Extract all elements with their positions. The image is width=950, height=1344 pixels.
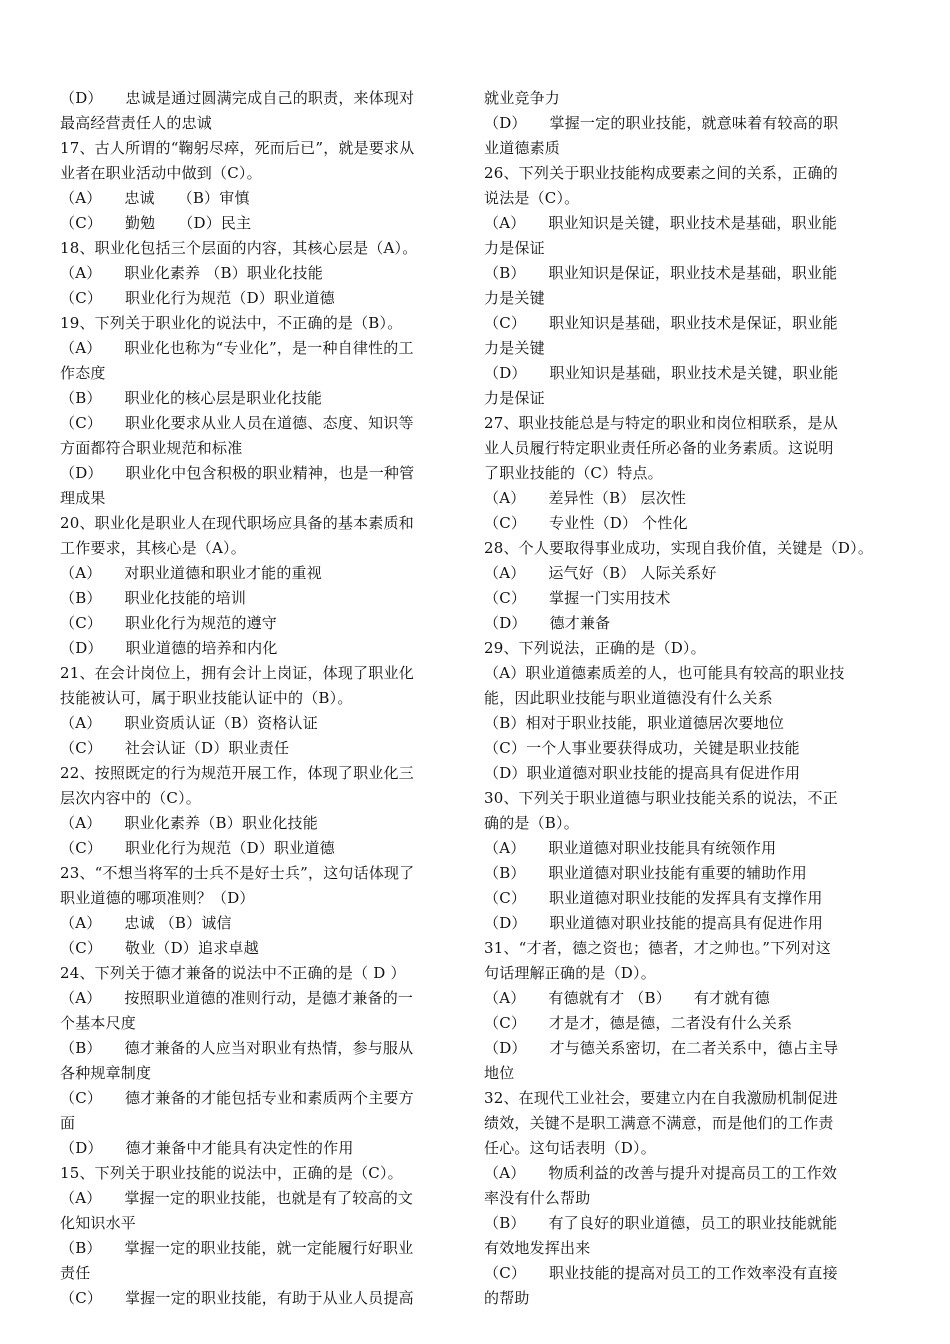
text-line: 27、职业技能总是与特定的职业和岗位相联系，是从: [484, 414, 838, 432]
text-line: 32、在现代工业社会，要建立内在自我激励机制促进: [484, 1089, 838, 1107]
text-line: （D） 职业化中包含积极的职业精神，也是一种管: [60, 464, 415, 482]
text-line: 任心。这句话表明（D）。: [484, 1139, 656, 1157]
text-line: （A） 有德就有才 （B） 有才就有德: [484, 989, 770, 1007]
text-line: （C） 才是才，德是德，二者没有什么关系: [484, 1014, 793, 1032]
text-line: 有效地发挥出来: [484, 1239, 591, 1257]
right-column: [484, 86, 882, 1311]
text-line: （B） 掌握一定的职业技能，就一定能履行好职业: [60, 1239, 414, 1257]
text-line: 19、下列关于职业化的说法中，不正确的是（B）。: [60, 314, 403, 332]
text-line: 30、下列关于职业道德与职业技能关系的说法，不正: [484, 789, 838, 807]
text-line: （A） 职业化也称为“专业化”，是一种自律性的工: [60, 339, 414, 357]
text-line: 各种规章制度: [60, 1064, 152, 1082]
text-line: 17、古人所谓的“鞠躬尽瘁，死而后已”，就是要求从: [60, 139, 415, 157]
text-line: （A） 职业资质认证（B）资格认证: [60, 714, 318, 732]
text-line: 就业竞争力: [484, 89, 561, 107]
text-line: （D） 职业知识是基础，职业技术是关键，职业能: [484, 364, 839, 382]
text-line: （B）相对于职业技能，职业道德居次要地位: [484, 714, 785, 732]
text-line: 层次内容中的（C）。: [60, 789, 201, 807]
text-line: 28、个人要取得事业成功，实现自我价值，关键是（D）。: [484, 539, 874, 557]
text-line: 个基本尺度: [60, 1014, 137, 1032]
text-line: 15、下列关于职业技能的说法中，正确的是（C）。: [60, 1164, 403, 1182]
text-line: 31、“才者，德之资也；德者，才之帅也。”下列对这: [484, 939, 831, 957]
text-line: 作态度: [60, 364, 106, 382]
text-line: （D） 职业道德对职业技能的提高具有促进作用: [484, 914, 824, 932]
text-line: （A） 忠诚 （B）诚信: [60, 914, 232, 932]
text-line: 业者在职业活动中做到（C）。: [60, 164, 262, 182]
text-line: 地位: [484, 1064, 515, 1082]
text-line: （A） 职业化素养 （B）职业化技能: [60, 264, 323, 282]
text-line: 责任: [60, 1264, 91, 1282]
left-column: [60, 86, 458, 1311]
text-line: 绩效，关键不是职工满意不满意，而是他们的工作责: [484, 1114, 834, 1132]
text-line: （C） 职业知识是基础，职业技术是保证，职业能: [484, 314, 838, 332]
text-line: 业道德素质: [484, 139, 561, 157]
text-line: （C） 职业化行为规范的遵守: [60, 614, 277, 632]
text-line: （A） 运气好（B） 人际关系好: [484, 564, 717, 582]
text-line: 面: [60, 1114, 76, 1132]
text-line: 工作要求，其核心是（A）。: [60, 539, 246, 557]
text-line: （C） 职业化行为规范（D）职业道德: [60, 839, 335, 857]
text-line: （C） 专业性（D） 个性化: [484, 514, 688, 532]
text-line: （D） 才与德关系密切，在二者关系中，德占主导: [484, 1039, 839, 1057]
text-line: （D） 掌握一定的职业技能，就意味着有较高的职: [484, 114, 839, 132]
text-line: （C） 社会认证（D）职业责任: [60, 739, 290, 757]
text-line: （B） 职业化技能的培训: [60, 589, 247, 607]
text-line: 23、“不想当将军的士兵不是好士兵”，这句话体现了: [60, 864, 415, 882]
text-line: （D） 忠诚是通过圆满完成自己的职责，来体现对: [60, 89, 415, 107]
text-line: 24、下列关于德才兼备的说法中不正确的是（ D ）: [60, 964, 406, 982]
text-line: （A） 对职业道德和职业才能的重视: [60, 564, 322, 582]
text-line: 能，因此职业技能与职业道德没有什么关系: [484, 689, 773, 707]
text-line: （C） 掌握一定的职业技能，有助于从业人员提高: [60, 1289, 414, 1307]
text-line: 方面都符合职业规范和标准: [60, 439, 243, 457]
text-line: （B） 职业道德对职业技能有重要的辅助作用: [484, 864, 807, 882]
text-line: 26、下列关于职业技能构成要素之间的关系，正确的: [484, 164, 838, 182]
text-line: （A） 职业道德对职业技能具有统领作用: [484, 839, 777, 857]
text-line: 18、职业化包括三个层面的内容，其核心层是（A）。: [60, 239, 418, 257]
text-line: （A） 职业化素养（B）职业化技能: [60, 814, 318, 832]
text-line: 职业道德的哪项准则？（D）: [60, 889, 255, 907]
text-line: （C） 职业化要求从业人员在道德、态度、知识等: [60, 414, 414, 432]
text-line: 力是关键: [484, 339, 545, 357]
text-line: 力是保证: [484, 389, 545, 407]
text-line: （C）一个人事业要获得成功，关键是职业技能: [484, 739, 800, 757]
text-line: （C） 掌握一门实用技术: [484, 589, 671, 607]
text-line: （D）职业道德对职业技能的提高具有促进作用: [484, 764, 801, 782]
text-line: （A） 物质利益的改善与提升对提高员工的工作效: [484, 1164, 838, 1182]
text-line: （A） 职业知识是关键，职业技术是基础，职业能: [484, 214, 838, 232]
text-line: 率没有什么帮助: [484, 1189, 591, 1207]
text-line: （C） 职业化行为规范（D）职业道德: [60, 289, 335, 307]
text-line: （B） 职业化的核心层是职业化技能: [60, 389, 323, 407]
text-line: 22、按照既定的行为规范开展工作，体现了职业化三: [60, 764, 414, 782]
text-line: （B） 有了良好的职业道德，员工的职业技能就能: [484, 1214, 838, 1232]
text-line: （D） 德才兼备: [484, 614, 611, 632]
text-line: 力是关键: [484, 289, 545, 307]
text-line: 了职业技能的（C）特点。: [484, 464, 663, 482]
text-line: 29、下列说法，正确的是（D）。: [484, 639, 706, 657]
text-line: （A）职业道德素质差的人，也可能具有较高的职业技: [484, 664, 845, 682]
text-line: 20、职业化是职业人在现代职场应具备的基本素质和: [60, 514, 414, 532]
text-line: 确的是（B）。: [484, 814, 579, 832]
text-line: 力是保证: [484, 239, 545, 257]
text-line: （C） 勤勉 （D）民主: [60, 214, 252, 232]
text-line: （A） 差异性（B） 层次性: [484, 489, 687, 507]
text-line: （A） 掌握一定的职业技能，也就是有了较高的文: [60, 1189, 414, 1207]
text-line: 理成果: [60, 489, 106, 507]
text-line: 说法是（C）。: [484, 189, 580, 207]
text-line: （A） 按照职业道德的准则行动，是德才兼备的一: [60, 989, 414, 1007]
text-line: 的帮助: [484, 1289, 530, 1307]
text-line: 最高经营责任人的忠诚: [60, 114, 213, 132]
text-line: 化知识水平: [60, 1214, 137, 1232]
text-line: 技能被认可，属于职业技能认证中的（B）。: [60, 689, 353, 707]
text-line: （D） 职业道德的培养和内化: [60, 639, 278, 657]
text-line: （D） 德才兼备中才能具有决定性的作用: [60, 1139, 354, 1157]
text-line: 句话理解正确的是（D）。: [484, 964, 656, 982]
text-line: 业人员履行特定职业责任所必备的业务素质。这说明: [484, 439, 834, 457]
text-line: 21、在会计岗位上，拥有会计上岗证，体现了职业化: [60, 664, 414, 682]
text-line: （C） 德才兼备的才能包括专业和素质两个主要方: [60, 1089, 414, 1107]
text-line: （B） 德才兼备的人应当对职业有热情，参与服从: [60, 1039, 414, 1057]
text-line: （C） 职业技能的提高对员工的工作效率没有直接: [484, 1264, 838, 1282]
text-line: （C） 敬业（D）追求卓越: [60, 939, 259, 957]
text-line: （A） 忠诚 （B）审慎: [60, 189, 250, 207]
text-line: （B） 职业知识是保证，职业技术是基础，职业能: [484, 264, 838, 282]
text-line: （C） 职业道德对职业技能的发挥具有支撑作用: [484, 889, 823, 907]
